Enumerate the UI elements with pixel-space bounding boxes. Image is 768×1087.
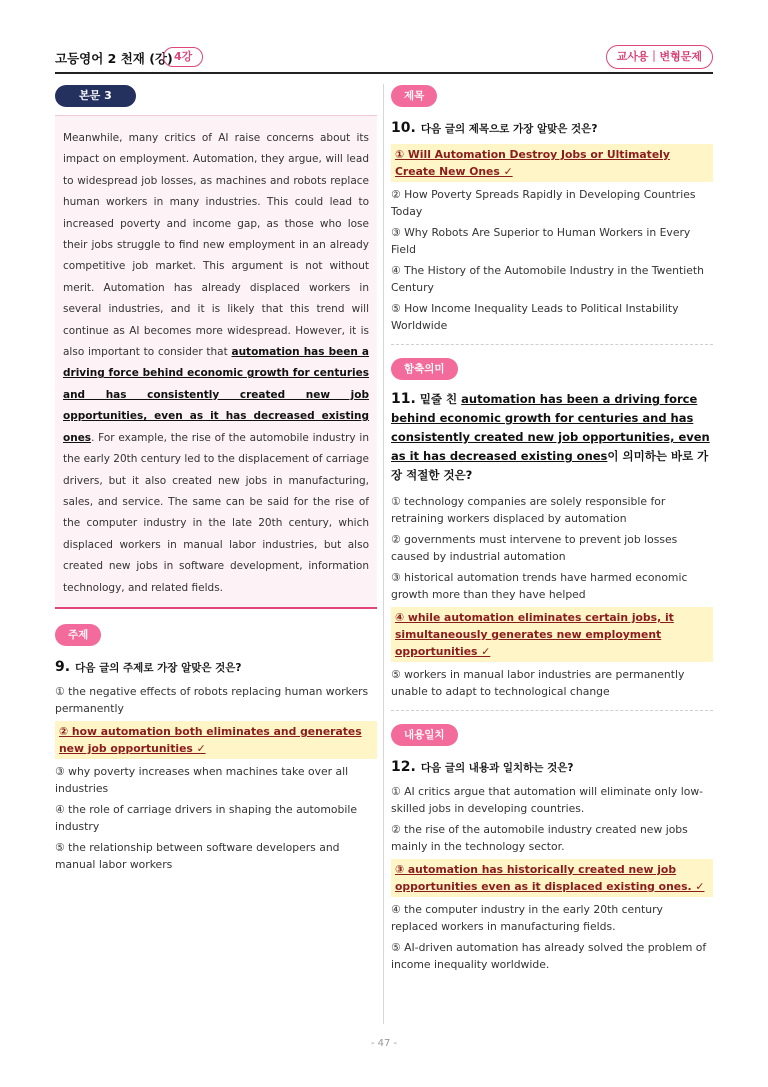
q9-number: 9. — [55, 658, 71, 675]
q12-choice-1[interactable]: ① AI critics argue that automation will eliminate only low-skilled jobs in developing countries. — [391, 785, 704, 815]
q10-choice-1-correct[interactable]: ① Will Automation Destroy Jobs or Ultimately Create New Ones ✓ — [391, 144, 713, 182]
q11-suffix: 이 의미하는 바로 가장 적절한 것은? — [391, 449, 709, 482]
q12-choice-3-correct[interactable]: ③ automation has historically created new job opportunities even as it displaced existing ones. ✓ — [391, 859, 713, 897]
passage-text-1: Meanwhile, many critics of AI raise concerns about its impact on employment. Automation, they argue, will lead to widespread job losses, as machines and robots replace human workers in many industries. This could lead to increased poverty and income gap, as those who lose their jobs struggle to find new employment in an already competitive job market. This argument is not without merit. Automation has already displaced workers in several industries, and it is likely that this trend will continue as AI becomes more widespread. However, it is also important to consider that — [63, 132, 369, 359]
edition-badge: 교사용｜변형문제 — [606, 45, 713, 69]
q12-number: 12. — [391, 759, 416, 775]
q12-question — [391, 756, 713, 775]
q9-choice-5[interactable]: ⑤ the relationship between software developers and manual labor workers — [55, 840, 340, 871]
q11-question — [391, 390, 713, 485]
q11-badge: 함축의미 — [391, 358, 458, 380]
right-column — [391, 84, 713, 973]
q11-choice-3[interactable]: ③ historical automation trends have harmed economic growth more than they have helped — [391, 571, 688, 601]
q10-choice-4[interactable]: ④ The History of the Automobile Industry in the Twentieth Century — [391, 264, 704, 294]
passage-box — [55, 115, 377, 609]
q11-number: 11. — [391, 391, 416, 407]
q12-badge: 내용일치 — [391, 724, 458, 746]
q10-badge: 제목 — [391, 85, 437, 107]
q11-choice-4-correct[interactable]: ④ while automation eliminates certain jobs, it simultaneously generates new employment opportunities ✓ — [391, 607, 713, 662]
q9-badge: 주제 — [55, 624, 101, 646]
q11-underlined: automation has been a driving force behind economic growth for centuries and has consistently created new job opportunities, even as it has decreased existing ones — [391, 392, 710, 463]
q9-choice-3[interactable]: ③ why poverty increases when machines take over all industries — [55, 764, 349, 795]
q11-choice-5[interactable]: ⑤ workers in manual labor industries are permanently unable to adapt to technological change — [391, 668, 685, 698]
q12-text: 다음 글의 내용과 일치하는 것은? — [420, 762, 574, 774]
q10-number: 10. — [391, 120, 416, 136]
q11-choice-1[interactable]: ① technology companies are solely responsible for retraining workers displaced by automation — [391, 495, 666, 525]
q10-choice-5[interactable]: ⑤ How Income Inequality Leads to Political Instability Worldwide — [391, 302, 679, 332]
passage-underlined-text: automation has been a driving force behind economic growth for centuries and has consistently created new job opportunities, even as it has decreased existing ones — [63, 346, 369, 444]
q9-choice-2-correct[interactable]: ② how automation both eliminates and generates new job opportunities ✓ — [55, 721, 377, 759]
q10-text: 다음 글의 제목으로 가장 알맞은 것은? — [420, 123, 598, 135]
left-column — [55, 84, 377, 873]
q12-choice-4[interactable]: ④ the computer industry in the early 20th century replaced workers in manufacturing fields. — [391, 903, 663, 933]
q9-question — [55, 656, 377, 675]
q9-choice-4[interactable]: ④ the role of carriage drivers in shaping the automobile industry — [55, 802, 357, 833]
q11-prefix: 밑줄 친 — [419, 392, 462, 406]
q11-choice-2[interactable]: ② governments must intervene to prevent job losses caused by industrial automation — [391, 533, 678, 563]
q9-choice-1[interactable]: ① the negative effects of robots replacing human workers permanently — [55, 684, 369, 715]
q10-question — [391, 117, 713, 136]
section-divider — [391, 710, 713, 711]
q12-choice-2[interactable]: ② the rise of the automobile industry created new jobs mainly in the technology sector. — [391, 823, 688, 853]
page-number: - 47 - — [370, 1038, 398, 1049]
q12-choice-5[interactable]: ⑤ AI-driven automation has already solved the problem of income inequality worldwide. — [391, 941, 707, 971]
passage-badge: 본문 3 — [55, 85, 136, 107]
section-divider — [391, 344, 713, 345]
lesson-badge: 4강 — [163, 47, 203, 67]
column-divider — [383, 84, 384, 1024]
q10-choice-2[interactable]: ② How Poverty Spreads Rapidly in Developing Countries Today — [391, 188, 696, 218]
q10-choice-3[interactable]: ③ Why Robots Are Superior to Human Workers in Every Field — [391, 226, 691, 256]
passage-text-2: . For example, the rise of the automobile industry in the early 20th century led to the displacement of carriage drivers, but it also created new jobs in manufacturing, sales, and service. The same can be said for the rise of the computer industry in the late 20th century, which displaced workers in manual labor industries, but also created new jobs in software development, information technology, and related fields. — [63, 431, 369, 594]
q9-text: 다음 글의 주제로 가장 알맞은 것은? — [75, 661, 242, 674]
book-title: 고등영어 2 천재 (강) — [55, 51, 173, 66]
page-header — [55, 44, 713, 74]
